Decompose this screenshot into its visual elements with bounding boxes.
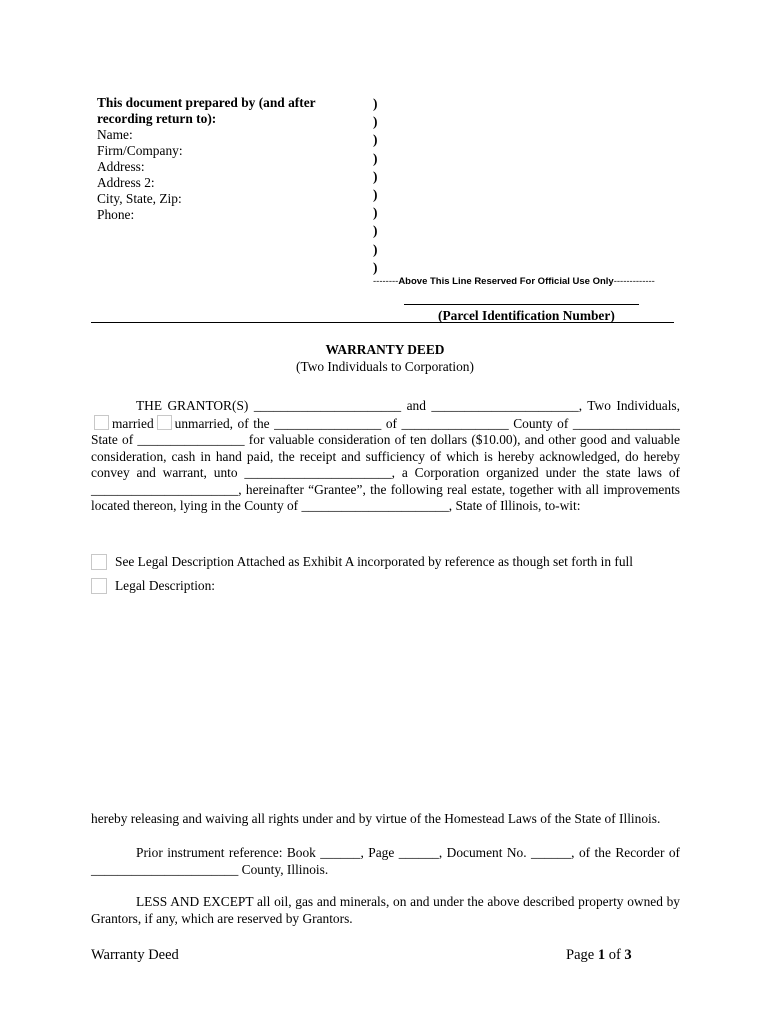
less-and-except-paragraph: LESS AND EXCEPT all oil, gas and minerals, on and under the above described property owned by Grantors, if any, which are reserved by Grantors. xyxy=(91,894,680,926)
document-title: WARRANTY DEED xyxy=(325,342,445,357)
footer-page-number xyxy=(566,947,632,964)
preparer-block xyxy=(97,95,367,223)
paren-mark: ) xyxy=(373,259,378,275)
prior-instrument-paragraph: Prior instrument reference: Book ______, Page ______, Document No. ______, of the Recorder of ______________________ County, Illinois. xyxy=(91,845,680,877)
reserved-dashes-right: ------------- xyxy=(613,276,655,287)
unmarried-checkbox[interactable] xyxy=(157,415,172,430)
page-of: of xyxy=(605,947,625,963)
paren-mark: ) xyxy=(373,241,378,257)
exhibit-option xyxy=(91,554,633,570)
footer-document-name: Warranty Deed xyxy=(91,947,179,963)
preparer-heading: This document prepared by (and after recording return to): xyxy=(97,95,316,126)
reserved-line xyxy=(373,276,655,287)
header-rule xyxy=(91,322,674,323)
page-total: 3 xyxy=(624,947,632,963)
exhibit-checkbox[interactable] xyxy=(91,554,107,570)
legal-description-option xyxy=(91,578,215,594)
paren-mark: ) xyxy=(373,114,378,130)
parcel-number-label: (Parcel Identification Number) xyxy=(438,308,615,323)
paren-mark: ) xyxy=(373,168,378,184)
paren-mark: ) xyxy=(373,96,378,111)
field-firm: Firm/Company: xyxy=(97,143,183,158)
grantor-paragraph xyxy=(91,398,680,515)
paren-mark: ) xyxy=(373,150,378,166)
paren-mark: ) xyxy=(373,223,378,239)
field-name: Name: xyxy=(97,127,133,142)
homestead-paragraph: hereby releasing and waiving all rights under and by virtue of the Homestead Laws of the State of Illinois. xyxy=(91,811,661,826)
married-checkbox[interactable] xyxy=(94,415,109,430)
field-address2: Address 2: xyxy=(97,175,155,190)
parenthesis-column xyxy=(373,95,377,277)
grantor-text-rest: unmarried, of the ________________ of ________________ County of ________________ State of ________________ for valuable consideration of ten dollars ($10.00), and other good and valuable consideration, cash in hand paid, the receipt and sufficiency of which is hereby acknowledged, do hereby convey and warrant, unto ______________________, a Corporation organized under the state laws of ______________________, hereinafter “Grantee”, the following real estate, together with all improvements located thereon, lying in the County of ______________________, State of Illinois, to-wit: xyxy=(91,415,680,513)
paren-mark: ) xyxy=(373,205,378,221)
reserved-text: Above This Line Reserved For Official Use Only xyxy=(398,276,614,287)
married-label: married xyxy=(112,415,154,431)
field-phone: Phone: xyxy=(97,207,135,222)
parcel-number-line xyxy=(404,304,639,305)
field-address: Address: xyxy=(97,159,145,174)
page-prefix: Page xyxy=(566,947,598,963)
page-current: 1 xyxy=(597,947,606,963)
field-city-state-zip: City, State, Zip: xyxy=(97,191,182,206)
paren-mark: ) xyxy=(373,187,378,203)
exhibit-label: See Legal Description Attached as Exhibit A incorporated by reference as though set forth in full xyxy=(115,554,633,569)
grantor-text-start: THE GRANTOR(S) ______________________ and ______________________, Two Individuals, xyxy=(136,398,680,413)
paren-mark: ) xyxy=(373,132,378,148)
legal-description-checkbox[interactable] xyxy=(91,578,107,594)
reserved-dashes-left: -------- xyxy=(373,276,399,287)
document-subtitle: (Two Individuals to Corporation) xyxy=(296,359,474,374)
legal-description-label: Legal Description: xyxy=(115,578,216,593)
